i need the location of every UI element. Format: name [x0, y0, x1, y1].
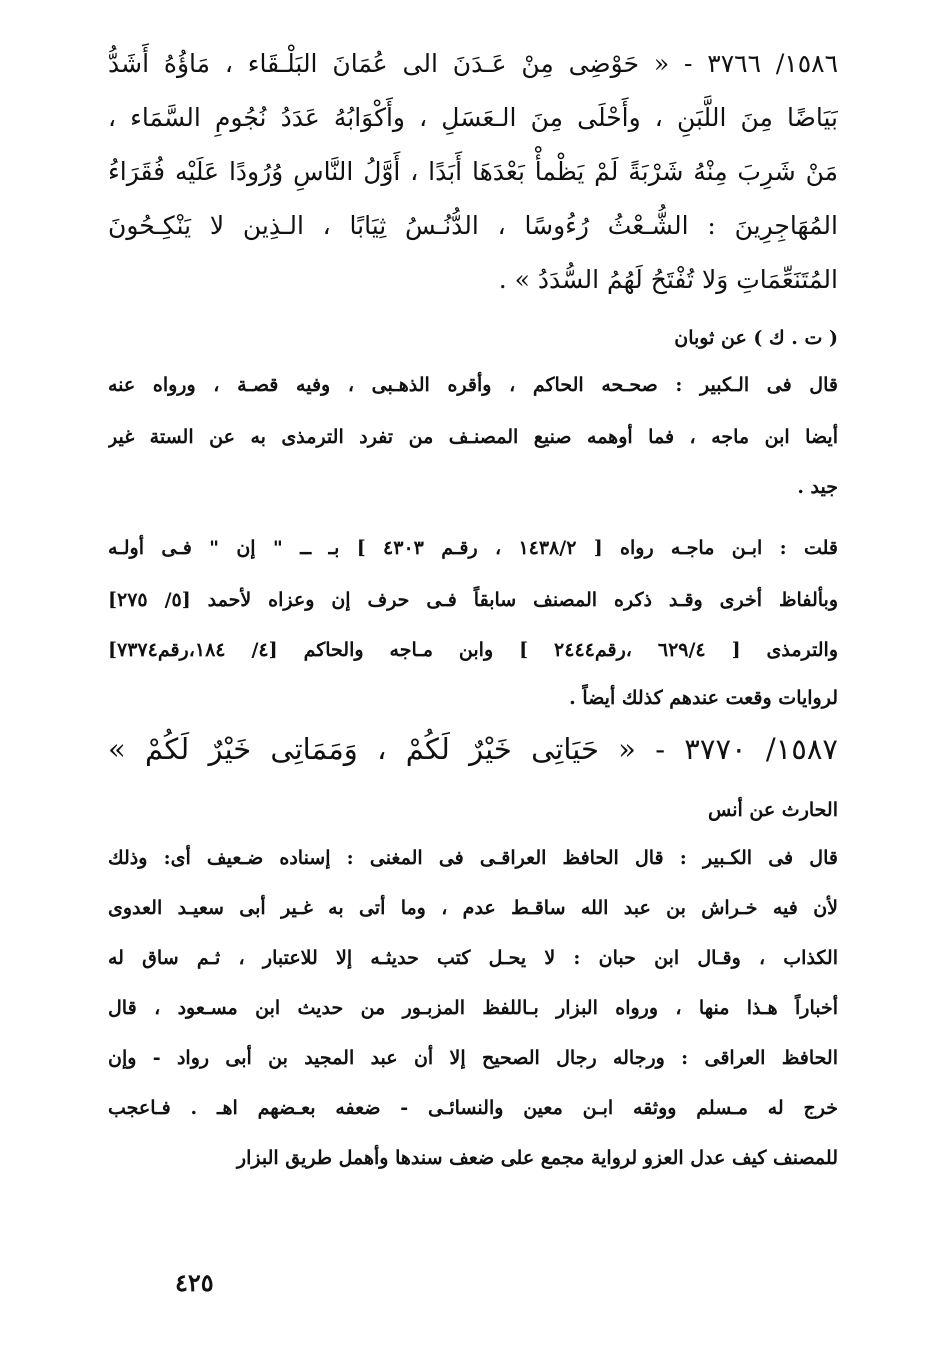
commentary-1-line-1: قال فى الـكبير : صحـحه الحاكم ، وأقره الذهـبى ، وفيه قصـة ، ورواه عنه [108, 374, 838, 396]
commentary-2-line-3: والترمذى [ ٦٢٩/٤ ،رقم٢٤٤٤ ] وابن مـاجه والحاكم [٤/ ١٨٤،رقم٧٣٧٤] [108, 639, 838, 661]
commentary-1-line-2: أيضا ابن ماجه ، فما أوهمه صنيع المصنـف من تفرد الترمذى به عن الستة غير [108, 426, 838, 448]
commentary-3-line-4: أخباراً هـذا منها ، ورواه البزار بـاللفظ المزبـور من حديث ابن مسـعود ، قال [108, 997, 838, 1019]
hadith-1586-line-3: مَنْ شَرِبَ مِنْهُ شَرْبَةً لَمْ يَظْمأْ بَعْدَهَا أَبَدًا ، أَوَّلُ النَّاسِ وُرُودًا عَلَيْه فُقَرَاءُ [108, 157, 838, 186]
commentary-2-line-1: قلت : ابـن ماجـه رواه [ ١٤٣٨/٢ ، رقـم ٤٣٠٣ ] بـ ــ " إن " فـى أولـه [108, 537, 838, 559]
commentary-3-line-1: قال فى الكـبير : قال الحافظ العراقـى فى المغنى : إسناده ضـعيف أى: وذلك [108, 847, 838, 869]
commentary-1-line-3: جيد . [797, 476, 838, 498]
commentary-2-line-4: لروايات وقعت عندهم كذلك أيضاً . [569, 687, 838, 709]
hadith-1586-line-5: المُتَنَعِّمَاتِ وَلا تُفْتَحُ لَهُمُ السُّدَدُ » . [498, 265, 838, 294]
commentary-3-line-7: للمصنف كيف عدل العزو لرواية مجمع على ضعف سندها وأهمل طريق البزار [236, 1147, 838, 1169]
hadith-1586-line-2: بَيَاضًا مِنَ اللَّبَنِ ، وأَحْلَى مِنَ الـعَسَلِ ، وأَكْوَابُهُ عَدَدُ نُجُومِ السَّمَاء ، [108, 103, 838, 132]
commentary-3-line-5: الحافظ العراقى : ورجاله رجال الصحيح إلا أن عبد المجيد بن أبى رواد - وإن [108, 1047, 838, 1069]
page-number: ٤٢٥ [175, 1268, 214, 1297]
commentary-3-line-3: الكذاب ، وقـال ابن حبان : لا يحـل كتب حديثـه إلا للاعتبار ، ثـم ساق له [108, 947, 838, 969]
commentary-2-line-2: وبألفاظ أخرى وقـد ذكره المصنف سابقاً فـى حرف إن وعزاه لأحمد [٥/ ٢٧٥] [108, 589, 838, 611]
commentary-3-line-6: خرج له مـسلم ووثقه ابـن معين والنسائـى - ضعفه بعـضهم اهـ . فـاعجب [108, 1097, 838, 1119]
hadith-1587-source: الحارث عن أنس [707, 799, 838, 821]
hadith-1586-source: ( ت . ك ) عن ثوبان [674, 327, 838, 349]
hadith-1586-line-1: ١٥٨٦/ ٣٧٦٦ - « حَوْضِى مِنْ عَـدَنَ الى عُمَانَ البَلْـقَاء ، مَاؤُهُ أَشَدُّ [108, 49, 838, 78]
hadith-1587-text: ١٥٨٧/ ٣٧٧٠ - « حَيَاتِى خَيْرٌ لَكُمْ ، وَمَمَاتِى خَيْرٌ لَكُمْ » [108, 732, 838, 766]
hadith-1586-line-4: المُهَاجِرِينَ : الشُّـعْثُ رُءُوسًا ، الدُّنُـسُ ثِيَابًا ، الـذِين لا يَنْكِـحُونَ [108, 211, 838, 240]
commentary-3-line-2: لأن فيه خـراش بن عبد الله ساقـط عدم ، وما أتى به غـير أبى سعيـد العدوى [108, 897, 838, 919]
